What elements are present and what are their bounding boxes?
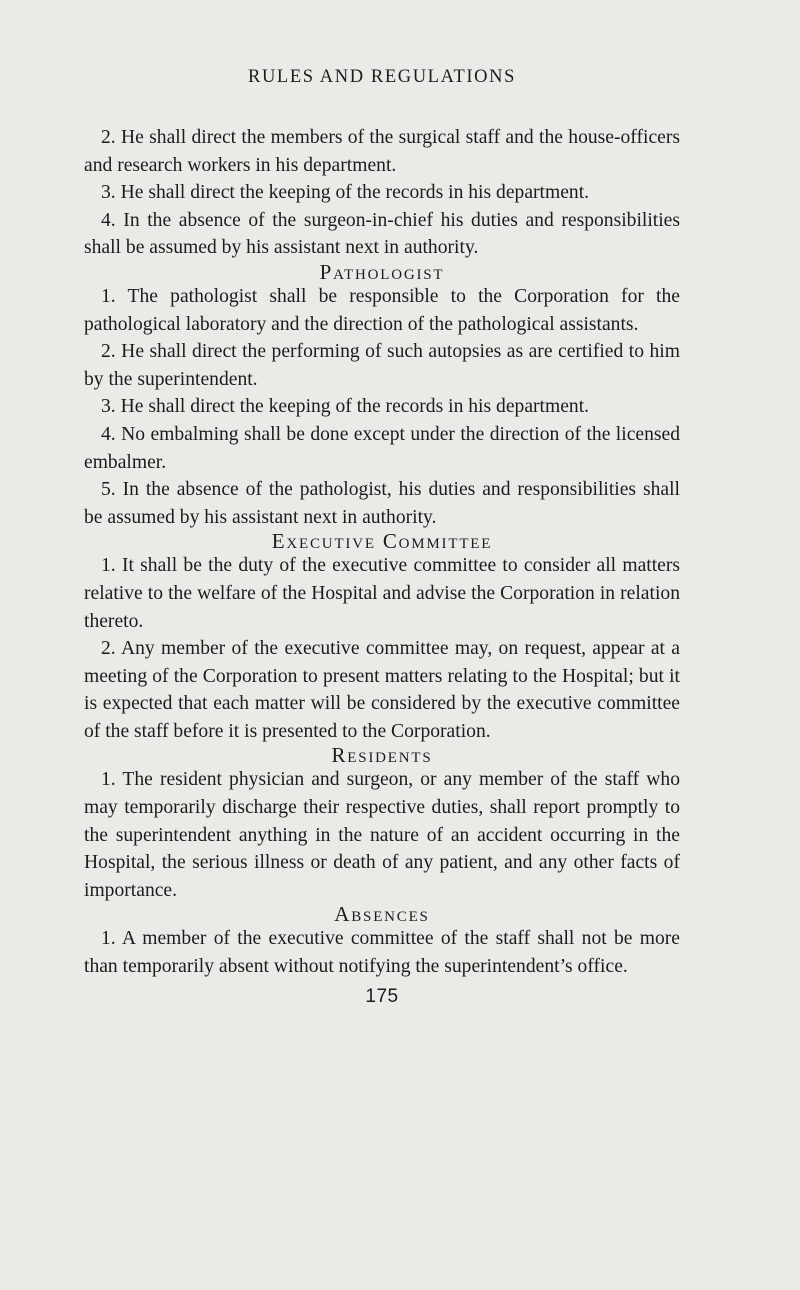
section-heading-absences: Absences — [334, 902, 430, 927]
paragraph-residents-1: 1. The resident physician and surgeon, or any member of the staff who may temporarily discharge their respective duties, shall report promptly to the superintendent anything in the nature of an accident occurring in the Hospital, the serious illness or death of any patient, and any other facts of importance. — [84, 769, 680, 901]
paragraph-absences-1: 1. A member of the executive committee of the staff shall not be more than temporarily absent without notifying the superintendent’s office. — [84, 928, 680, 978]
paragraph-intro-2: 2. He shall direct the members of the surgical staff and the house-officers and research workers in his department. — [84, 127, 680, 176]
paragraph-intro-3: 3. He shall direct the keeping of the records in his department. — [101, 182, 590, 204]
section-heading-pathologist: Pathologist — [319, 259, 445, 284]
paragraph-pathologist-3: 3. He shall direct the keeping of the records in his department. — [101, 396, 590, 418]
section-heading-residents: Residents — [331, 743, 433, 768]
paragraph-pathologist-2: 2. He shall direct the performing of such autopsies as are certified to him by the superintendent. — [84, 341, 680, 390]
paragraph-pathologist-1: 1. The pathologist shall be responsible to the Corporation for the pathological laboratory and the direction of the pathological assistants. — [84, 285, 680, 335]
paragraph-pathologist-5: 5. In the absence of the pathologist, his duties and responsibilities shall be assumed by his assistant next in authority. — [84, 479, 680, 528]
page-content — [84, 124, 680, 1010]
paragraph-executive-1: 1. It shall be the duty of the executive committee to consider all matters relative to the welfare of the Hospital and advise the Corporation in relation thereto. — [84, 555, 680, 632]
paragraph-executive-2: 2. Any member of the executive committee may, on request, appear at a meeting of the Corporation to present matters relating to the Hospital; but it is expected that each matter will be considered by the executive committee of the staff before it is presented to the Corporation. — [84, 638, 680, 742]
paragraph-pathologist-4: 4. No embalming shall be done except under the direction of the licensed embalmer. — [84, 423, 680, 473]
running-head: RULES AND REGULATIONS — [248, 67, 516, 87]
section-heading-executive-committee: Executive Committee — [271, 529, 493, 554]
page-number: 175 — [365, 985, 399, 1007]
paragraph-intro-4: 4. In the absence of the surgeon-in-chief his duties and responsibilities shall be assumed by his assistant next in authority. — [84, 209, 680, 259]
